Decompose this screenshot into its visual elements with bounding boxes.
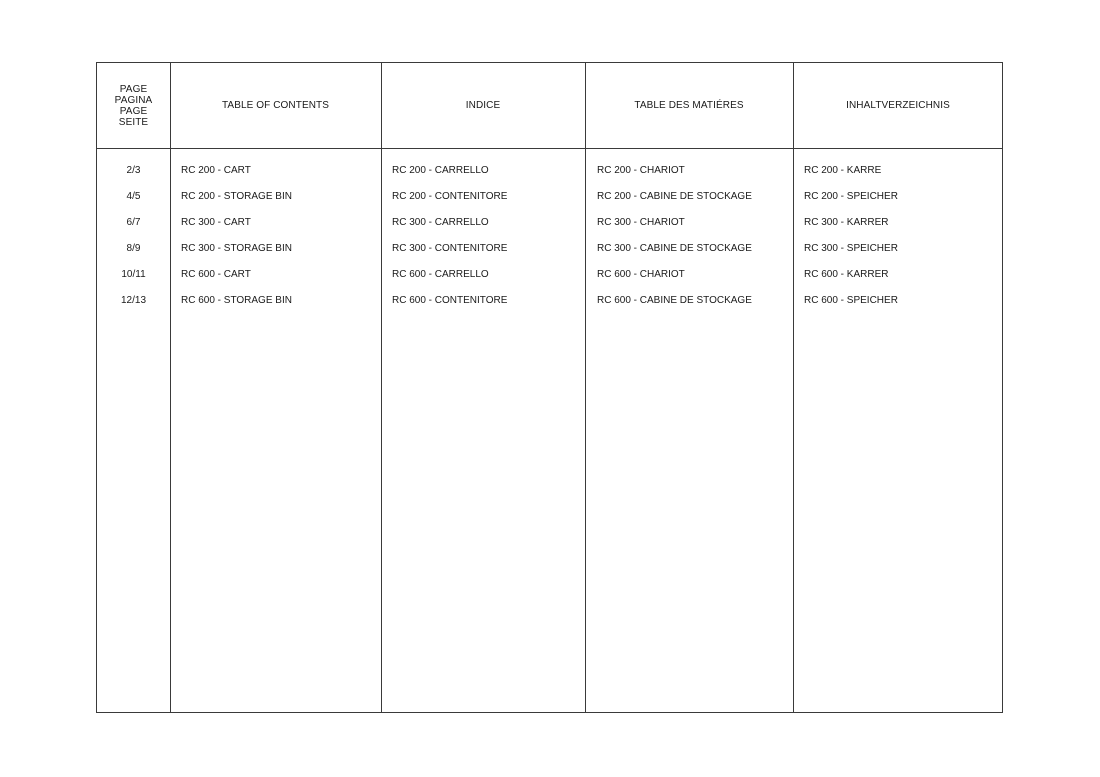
entry-french: RC 200 - CABINE DE STOCKAGE xyxy=(597,191,752,202)
entry-german: RC 300 - SPEICHER xyxy=(804,243,898,254)
entry-italian: RC 300 - CONTENITORE xyxy=(392,243,508,254)
column-divider xyxy=(381,63,382,712)
header-table-of-contents: TABLE OF CONTENTS xyxy=(221,100,330,111)
entry-english: RC 200 - STORAGE BIN xyxy=(181,191,292,202)
entry-english: RC 200 - CART xyxy=(181,165,251,176)
table-row xyxy=(97,268,1002,294)
header-table-des-matieres: TABLE DES MATIÉRES xyxy=(634,100,744,111)
entry-german: RC 600 - SPEICHER xyxy=(804,295,898,306)
contents-rows xyxy=(97,164,1002,320)
entry-italian: RC 200 - CONTENITORE xyxy=(392,191,508,202)
entry-french: RC 300 - CABINE DE STOCKAGE xyxy=(597,243,752,254)
header-divider xyxy=(97,148,1002,149)
entry-french: RC 300 - CHARIOT xyxy=(597,217,685,228)
entry-english: RC 600 - CART xyxy=(181,269,251,280)
contents-table xyxy=(96,62,1003,713)
entry-german: RC 200 - SPEICHER xyxy=(804,191,898,202)
entry-french: RC 600 - CHARIOT xyxy=(597,269,685,280)
header-page-line: PAGINA xyxy=(114,94,153,106)
table-row xyxy=(97,242,1002,268)
entry-english: RC 300 - CART xyxy=(181,217,251,228)
page-number: 6/7 xyxy=(126,217,141,228)
table-row xyxy=(97,164,1002,190)
page-number: 4/5 xyxy=(126,191,141,202)
page-number: 10/11 xyxy=(121,269,146,280)
entry-french: RC 600 - CABINE DE STOCKAGE xyxy=(597,295,752,306)
page-number: 8/9 xyxy=(126,243,141,254)
header-page-line: PAGE xyxy=(119,105,148,117)
page-number: 12/13 xyxy=(120,295,147,306)
entry-italian: RC 600 - CARRELLO xyxy=(392,269,489,280)
entry-english: RC 300 - STORAGE BIN xyxy=(181,243,292,254)
table-row xyxy=(97,190,1002,216)
table-row xyxy=(97,294,1002,320)
column-divider xyxy=(170,63,171,712)
column-divider xyxy=(793,63,794,712)
entry-german: RC 200 - KARRE xyxy=(804,165,882,176)
entry-italian: RC 200 - CARRELLO xyxy=(392,165,489,176)
header-indice: INDICE xyxy=(465,100,501,111)
header-page-line: PAGE xyxy=(119,83,148,95)
page-number: 2/3 xyxy=(126,165,141,176)
header-inhaltverzeichnis: INHALTVERZEICHNIS xyxy=(846,100,950,111)
entry-italian: RC 300 - CARRELLO xyxy=(392,217,489,228)
table-row xyxy=(97,216,1002,242)
entry-italian: RC 600 - CONTENITORE xyxy=(392,295,508,306)
entry-english: RC 600 - STORAGE BIN xyxy=(181,295,292,306)
entry-french: RC 200 - CHARIOT xyxy=(597,165,685,176)
header-page-line: SEITE xyxy=(118,116,149,128)
entry-german: RC 600 - KARRER xyxy=(804,269,889,280)
entry-german: RC 300 - KARRER xyxy=(804,217,889,228)
header-page xyxy=(97,63,170,148)
column-divider xyxy=(585,63,586,712)
